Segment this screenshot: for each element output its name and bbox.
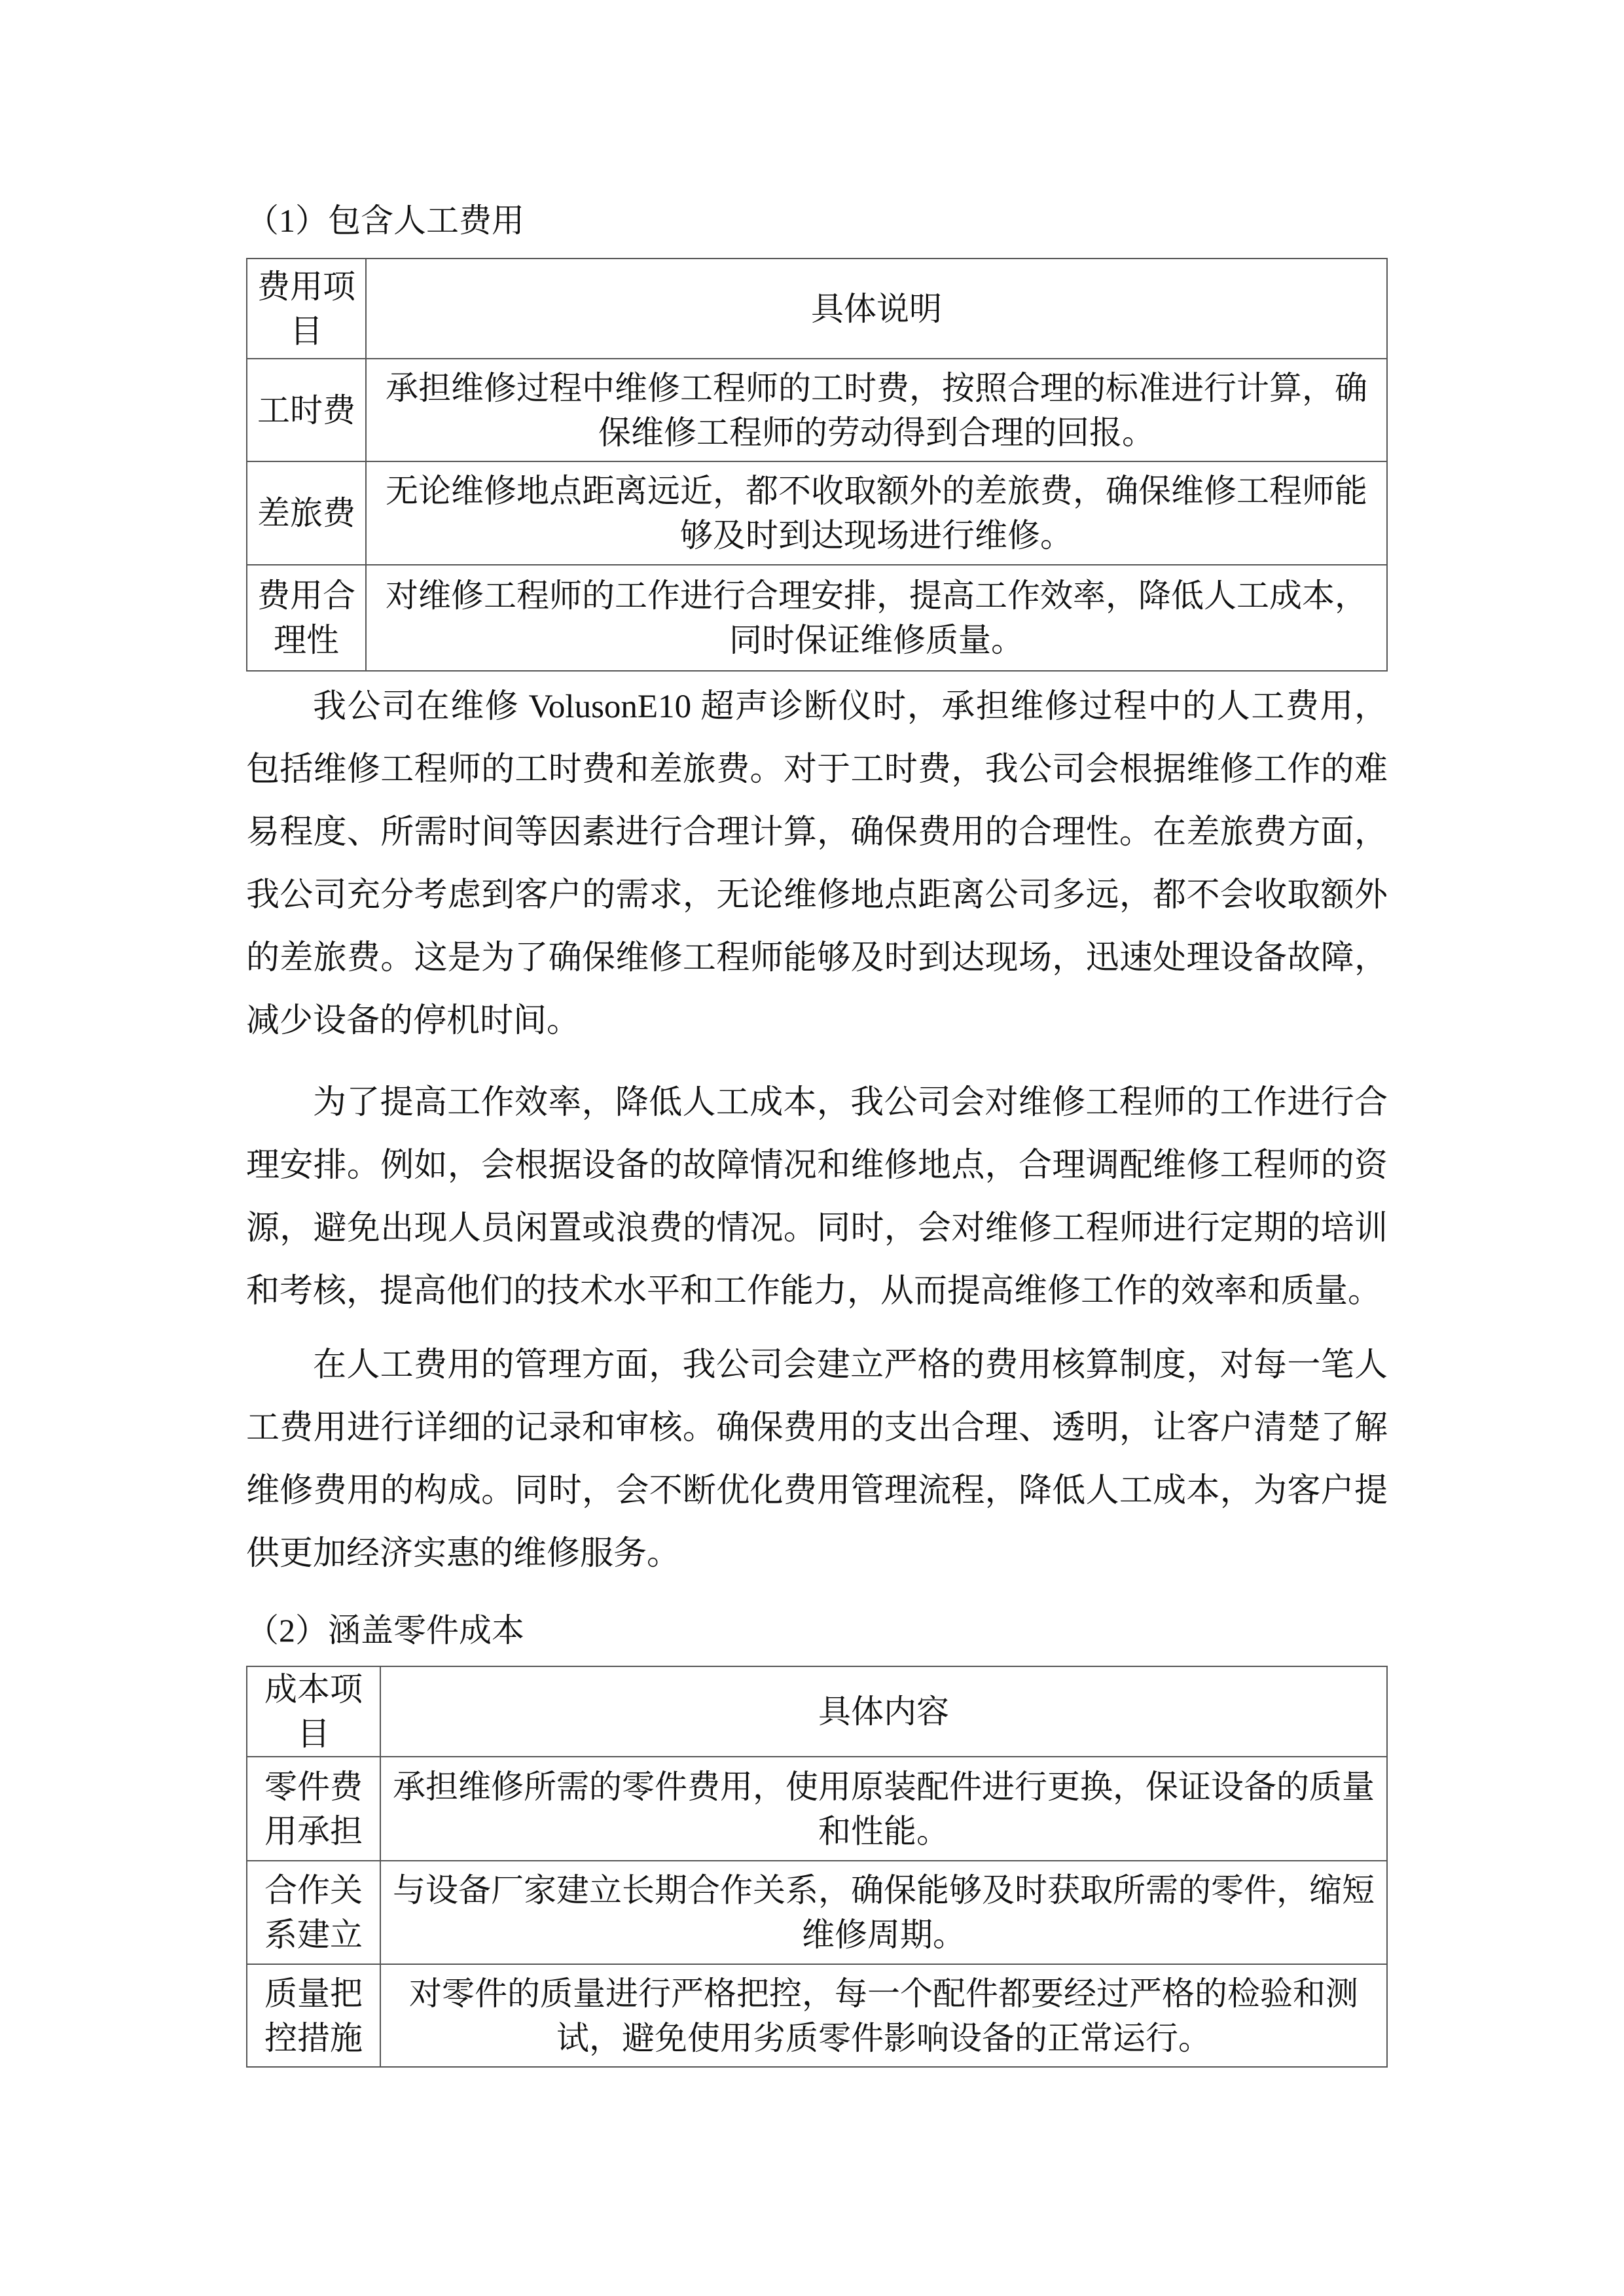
paragraph-text: 在人工费用的管理方面，我公司会建立严格的费用核算制度，对每一笔人工费用进行详细的记录和审核。确保费用的支出合理、透明，让客户清楚了解维修费用的构成。同时，会不断优化费用管理流程，降低人工成本，为客户提供更加经济实惠的维修服务。 xyxy=(246,1347,1388,1572)
item-cell: 质量把控措施 xyxy=(247,1964,380,2067)
table-header-row xyxy=(247,259,1387,359)
labor-cost-table xyxy=(246,258,1388,672)
item-cell: 合作关系建立 xyxy=(247,1861,380,1964)
table-row xyxy=(247,1861,1387,1964)
description-cell: 无论维修地点距离远近，都不收取额外的差旅费，确保维修工程师能够及时到达现场进行维修。 xyxy=(366,461,1387,565)
description-cell: 对零件的质量进行严格把控，每一个配件都要经过严格的检验和测试，避免使用劣质零件影响设备的正常运行。 xyxy=(380,1964,1387,2067)
item-cell: 零件费用承担 xyxy=(247,1757,380,1861)
parts-cost-table xyxy=(246,1666,1388,2068)
paragraph-text: 为了提高工作效率，降低人工成本，我公司会对维修工程师的工作进行合理安排。例如，会根据设备的故障情况和维修地点，合理调配维修工程师的资源，避免出现人员闲置或浪费的情况。同时，会对维修工程师进行定期的培训和考核，提高他们的技术水平和工作能力，从而提高维修工作的效率和质量。 xyxy=(246,1085,1388,1310)
header-cell: 具体说明 xyxy=(366,259,1387,359)
body-paragraph xyxy=(246,675,1388,1052)
paragraph-text: 我公司在维修 VolusonE10 超声诊断仪时，承担维修过程中的人工费用，包括维修工程师的工时费和差旅费。对于工时费，我公司会根据维修工作的难易程度、所需时间等因素进行合理计算，确保费用的合理性。在差旅费方面，我公司充分考虑到客户的需求，无论维修地点距离公司多远，都不会收取额外的差旅费。这是为了确保维修工程师能够及时到达现场，迅速处理设备故障，减少设备的停机时间。 xyxy=(246,689,1388,1039)
table-row xyxy=(247,461,1387,565)
header-cell: 具体内容 xyxy=(380,1666,1387,1757)
table-row xyxy=(247,1757,1387,1861)
header-cell: 成本项目 xyxy=(247,1666,380,1757)
item-cell: 差旅费 xyxy=(247,461,366,565)
item-cell: 费用合理性 xyxy=(247,565,366,671)
description-cell: 承担维修过程中维修工程师的工时费，按照合理的标准进行计算，确保维修工程师的劳动得到合理的回报。 xyxy=(366,359,1387,461)
item-cell: 工时费 xyxy=(247,359,366,461)
table-row xyxy=(247,359,1387,461)
table-row xyxy=(247,565,1387,671)
body-paragraph xyxy=(246,1071,1388,1323)
description-cell: 对维修工程师的工作进行合理安排，提高工作效率，降低人工成本，同时保证维修质量。 xyxy=(366,565,1387,671)
section-heading-labor-cost: （1）包含人工费用 xyxy=(246,202,524,239)
table-row xyxy=(247,1964,1387,2067)
description-cell: 与设备厂家建立长期合作关系，确保能够及时获取所需的零件，缩短维修周期。 xyxy=(380,1861,1387,1964)
section-heading-parts-cost: （2）涵盖零件成本 xyxy=(246,1612,524,1649)
header-cell: 费用项目 xyxy=(247,259,366,359)
body-paragraph xyxy=(246,1334,1388,1585)
description-cell: 承担维修所需的零件费用，使用原装配件进行更换，保证设备的质量和性能。 xyxy=(380,1757,1387,1861)
table-header-row xyxy=(247,1666,1387,1757)
